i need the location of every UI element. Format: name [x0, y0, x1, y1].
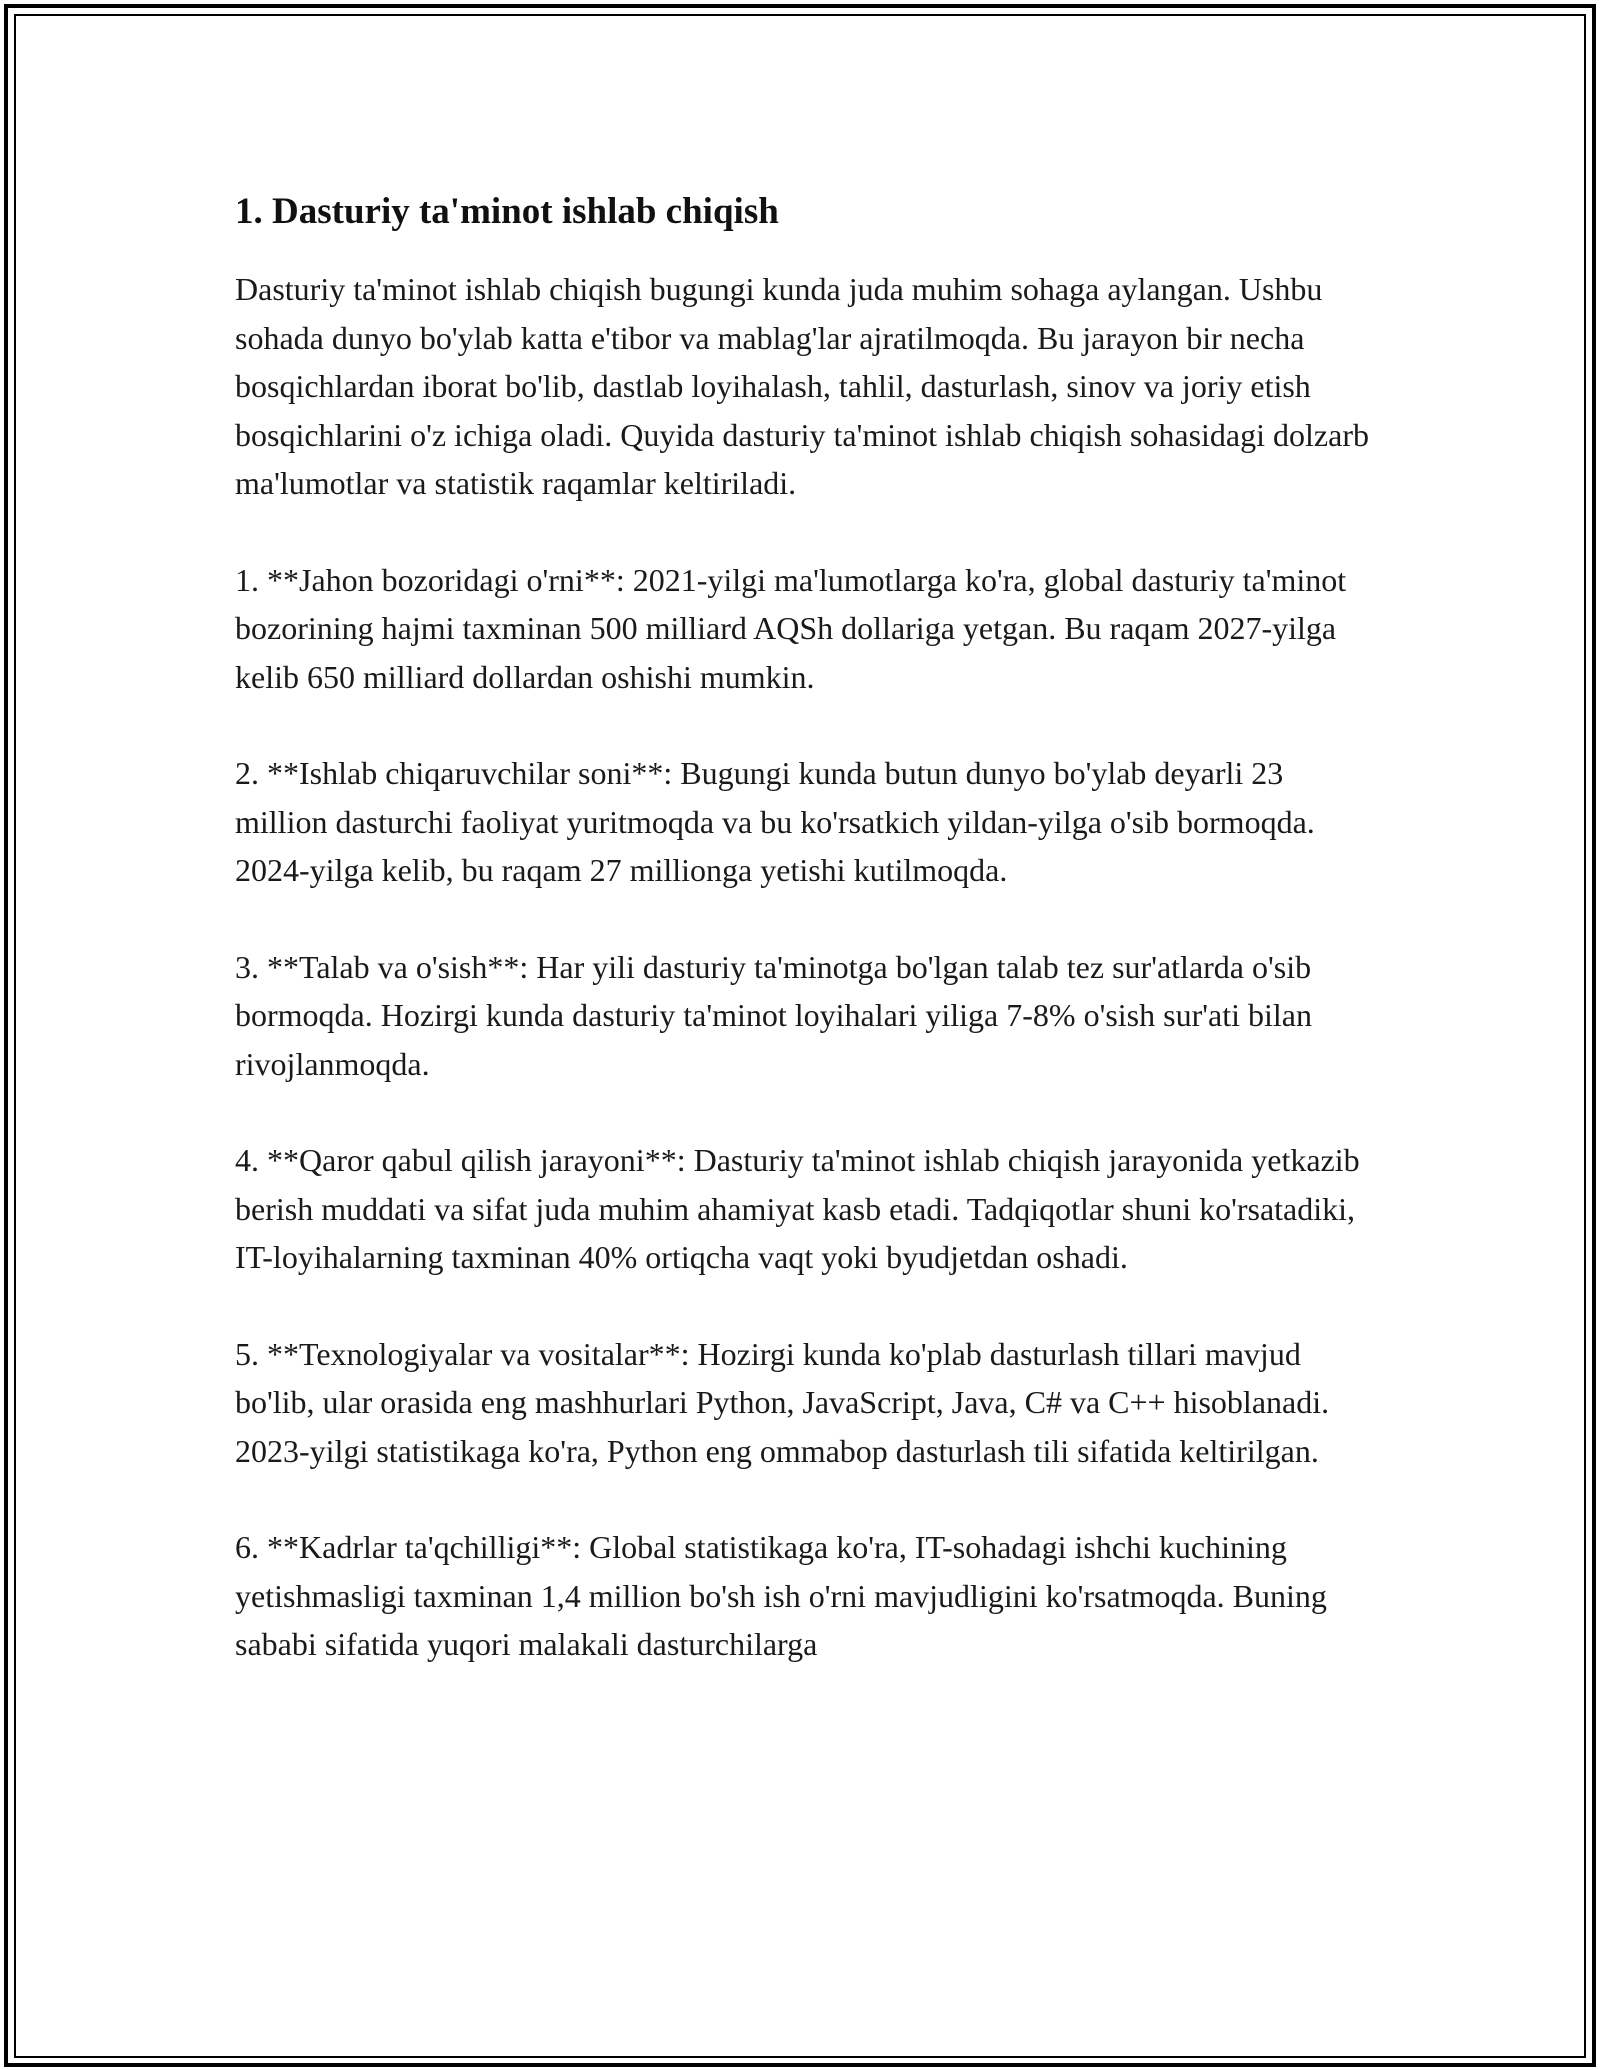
list-item-market: 1. **Jahon bozoridagi o'rni**: 2021-yilgi ma'lumotlarga ko'ra, global dasturiy ta'minot bozorining hajmi taxminan 500 milliard AQSh dollariga yetgan. Bu raqam 2027-yilga kelib 650 milliard dollardan oshishi mumkin. [235, 561, 1347, 695]
document-title: 1. Dasturiy ta'minot ishlab chiqish [235, 191, 779, 232]
list-item-demand-growth: 3. **Talab va o'sish**: Har yili dasturiy ta'minotga bo'lgan talab tez sur'atlarda o'sib bormoqda. Hozirgi kunda dasturiy ta'minot loyihalari yiliga 7-8% o'sish sur'ati bilan rivojlanmoqda. [235, 948, 1312, 1082]
list-item-decision-process: 4. **Qaror qabul qilish jarayoni**: Dasturiy ta'minot ishlab chiqish jarayonida yetkazib berish muddati va sifat juda muhim ahamiyat kasb etadi. Tadqiqotlar shuni ko'rsatadiki, IT-loyihalarning taxminan 40% ortiqcha vaqt yoki byudjetdan oshadi. [235, 1142, 1360, 1275]
intro-paragraph: Dasturiy ta'minot ishlab chiqish bugungi kunda juda muhim sohaga aylangan. Ushbu sohada dunyo bo'ylab katta e'tibor va mablag'lar ajratilmoqda. Bu jarayon bir necha bosqichlardan iborat bo'lib, dastlab loyihalash, tahlil, dasturlash, sinov va joriy etish bosqichlarini o'z ichiga oladi. Quyida dasturiy ta'minot ishlab chiqish sohasidagi dolzarb ma'lumotlar va statistik raqamlar keltiriladi. [235, 271, 1369, 501]
document-body [235, 188, 1375, 1669]
list-item-technologies: 5. **Texnologiyalar va vositalar**: Hozirgi kunda ko'plab dasturlash tillari mavjud bo'lib, ular orasida eng mashhurlari Python, JavaScript, Java, C# va C++ hisoblanadi. 2023-yilgi statistikaga ko'ra, Python eng ommabop dasturlash tili sifatida keltirilgan. [235, 1335, 1330, 1469]
list-item-staff-shortage: 6. **Kadrlar ta'qchilligi**: Global statistikaga ko'ra, IT-sohadagi ishchi kuchining yetishmasligi taxminan 1,4 million bo'sh ish o'rni mavjudligini ko'rsatmoqda. Buning sababi sifatida yuqori malakali dasturchilarga [235, 1529, 1327, 1662]
list-item-developers: 2. **Ishlab chiqaruvchilar soni**: Bugungi kunda butun dunyo bo'ylab deyarli 23 million dasturchi faoliyat yuritmoqda va bu ko'rsatkich yildan-yilga o'sib bormoqda. 2024-yilga kelib, bu raqam 27 millionga yetishi kutilmoqda. [235, 755, 1315, 888]
